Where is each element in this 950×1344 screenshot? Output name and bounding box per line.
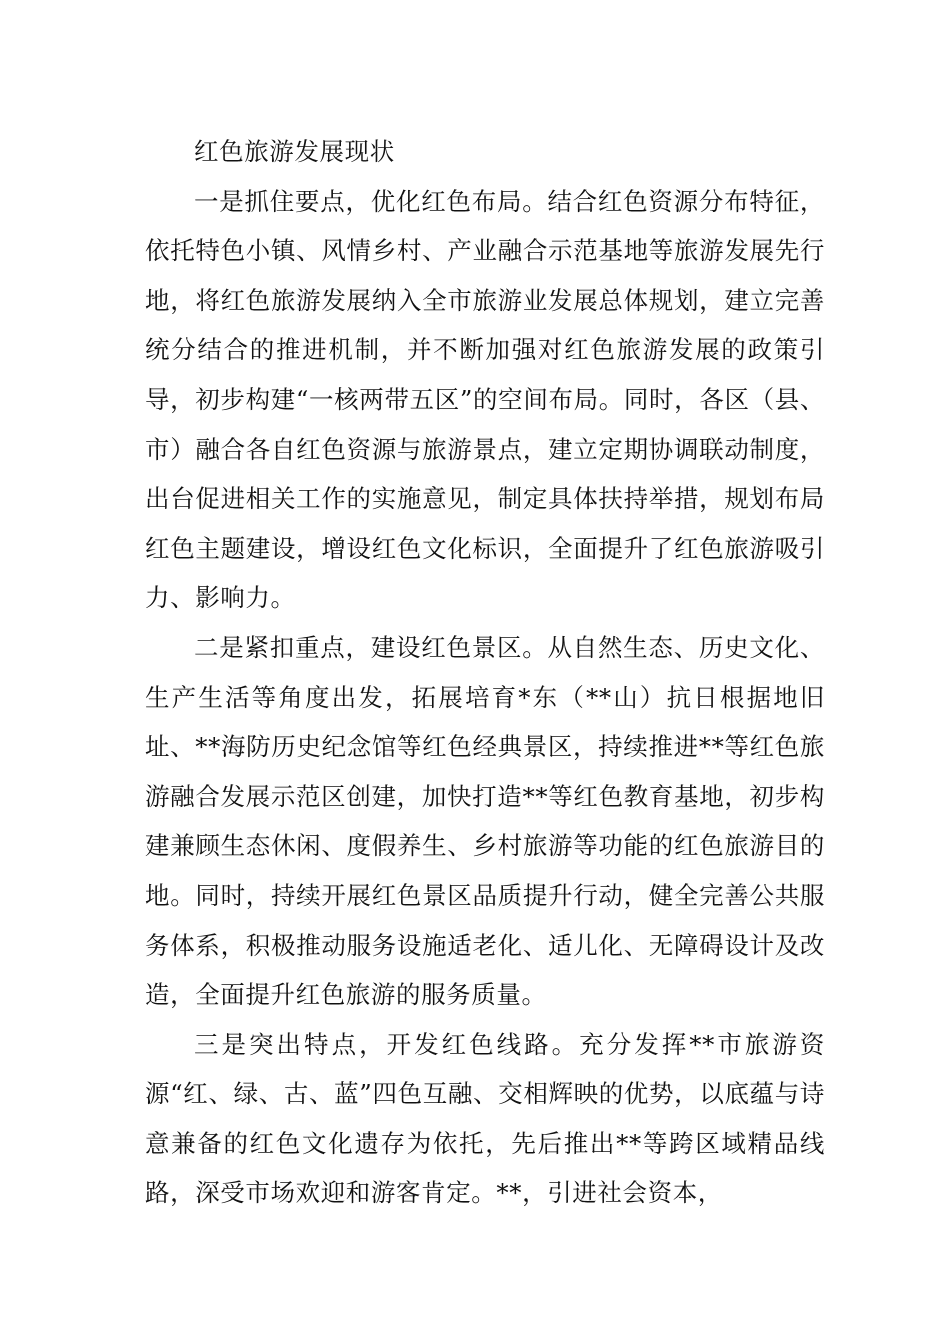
document-body: [145, 127, 825, 1218]
section-heading: 红色旅游发展现状: [194, 137, 395, 166]
paragraph-1: 一是抓住要点，优化红色布局。结合红色资源分布特征，依托特色小镇、风情乡村、产业融合示范基地等旅游发展先行地，将红色旅游发展纳入全市旅游业发展总体规划，建立完善统分结合的推进机制，并不断加强对红色旅游发展的政策引导，初步构建“一核两带五区”的空间布局。同时，各区（县、市）融合各自红色资源与旅游景点，建立定期协调联动制度，出台促进相关工作的实施意见，制定具体扶持举措，规划布局红色主题建设，增设红色文化标识，全面提升了红色旅游吸引力、影响力。: [145, 186, 825, 613]
paragraph-3: 三是突出特点，开发红色线路。充分发挥**市旅游资源“红、绿、古、蓝”四色互融、交相辉映的优势，以底蕴与诗意兼备的红色文化遗存为依托，先后推出**等跨区域精品线路，深受市场欢迎和游客肯定。**，引进社会资本，: [145, 1029, 825, 1208]
paragraph-2: 二是紧扣重点，建设红色景区。从自然生态、历史文化、生产生活等角度出发，拓展培育*东（**山）抗日根据地旧址、**海防历史纪念馆等红色经典景区，持续推进**等红色旅游融合发展示范区创建，加快打造**等红色教育基地，初步构建兼顾生态休闲、度假养生、乡村旅游等功能的红色旅游目的地。同时，持续开展红色景区品质提升行动，健全完善公共服务体系，积极推动服务设施适老化、适儿化、无障碍设计及改造，全面提升红色旅游的服务质量。: [145, 632, 825, 1010]
